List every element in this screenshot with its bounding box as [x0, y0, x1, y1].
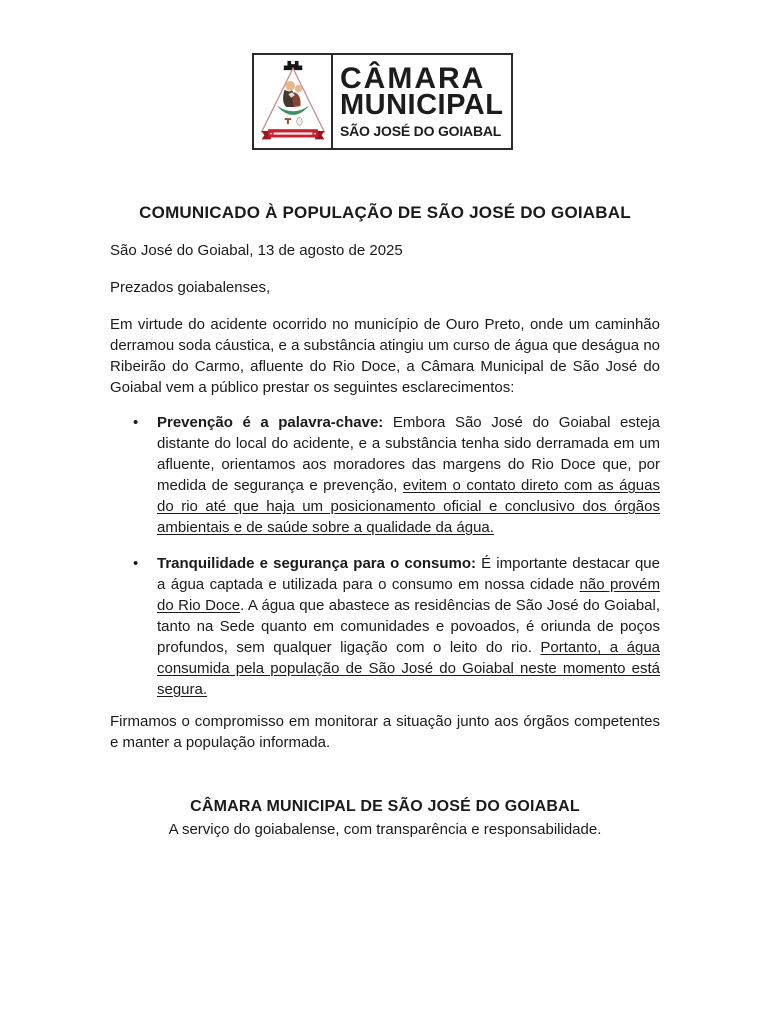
- bullet-text: É importante destacar que a água captada e utilizada para o consumo em nossa cidade: [157, 555, 660, 593]
- signature-block: [110, 797, 660, 839]
- coat-of-arms: [254, 55, 333, 148]
- closing-paragraph: Firmamos o compromisso em monitorar a situação junto aos órgãos competentes e manter a população informada.: [110, 713, 660, 751]
- logo-line-municipal: MUNICIPAL: [340, 88, 504, 121]
- intro-paragraph: Em virtude do acidente ocorrido no município de Ouro Preto, onde um caminhão derramou soda cáustica, e a substância atingiu um curso de água que deságua no Ribeirão do Carmo, afluente do Rio Doce, a Câmara Municipal de São José do Goiabal vem a público prestar os seguintes esclarecimentos:: [110, 316, 660, 396]
- camara-municipal-logo: [252, 53, 513, 150]
- bullet-marker: •: [133, 555, 139, 572]
- bullet-text: Embora São José do Goiabal esteja distante do local do acidente, e a substância tenha sido derramada em um afluente, orientamos aos moradores das margens do Rio Doce que, por medida de segurança e prevenção,: [157, 414, 660, 494]
- bullet-lead: Prevenção é a palavra-chave:: [157, 414, 384, 431]
- coat-of-arms-icon: [257, 57, 329, 146]
- logo-wordmark: [333, 55, 511, 148]
- bullet-item-tranquilidade: [110, 553, 660, 700]
- document-content: [110, 203, 660, 839]
- bullet-underlined-text: não provém do Rio Doce: [157, 576, 660, 614]
- bullet-marker: •: [133, 414, 139, 431]
- bullet-underlined-text: Portanto, a água consumida pela população de São José do Goiabal neste momento está segura.: [157, 639, 660, 698]
- signature-org-name: CÂMARA MUNICIPAL DE SÃO JOSÉ DO GOIABAL: [190, 798, 580, 815]
- bullet-list: [110, 412, 660, 700]
- bullet-text: . A água que abastece as residências de São José do Goiabal, tanto na Sede quanto em comunidades e povoados, é oriunda de poços profundos, sem qualquer ligação com o leito do rio.: [157, 597, 661, 656]
- bullet-underlined-text: evitem o contato direto com as águas do rio até que haja um posicionamento oficial e conclusivo dos órgãos ambientais e de saúde sobre a qualidade da água.: [157, 477, 660, 536]
- bullet-lead: Tranquilidade e segurança para o consumo:: [157, 555, 477, 572]
- signature-tagline: A serviço do goiabalense, com transparência e responsabilidade.: [168, 821, 602, 838]
- dateline: São José do Goiabal, 13 de agosto de 2025: [110, 242, 403, 259]
- bullet-item-prevencao: [110, 412, 660, 538]
- logo-line-camara: CÂMARA: [340, 61, 486, 95]
- greeting: Prezados goiabalenses,: [110, 279, 271, 296]
- document-title: COMUNICADO À POPULAÇÃO DE SÃO JOSÉ DO GOIABAL: [139, 203, 631, 222]
- logo-line-city: SÃO JOSÉ DO GOIABAL: [340, 122, 502, 139]
